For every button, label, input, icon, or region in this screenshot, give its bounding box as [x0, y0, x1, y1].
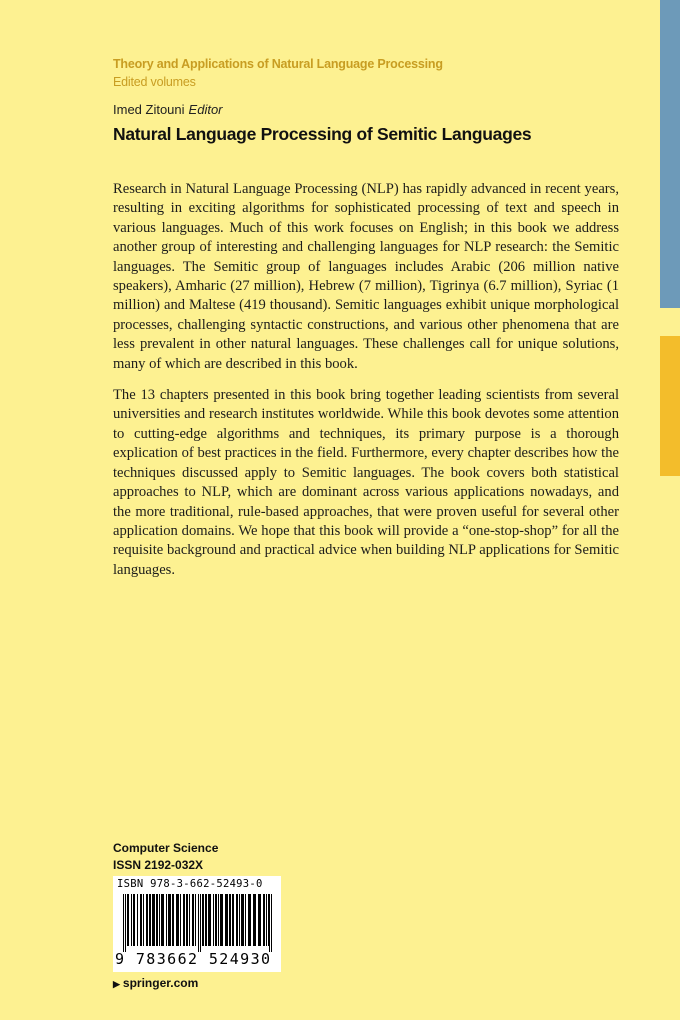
series-subtitle: Edited volumes [113, 75, 196, 89]
barcode-bar [186, 894, 188, 946]
barcode-bar [225, 894, 228, 946]
editor-role: Editor [188, 102, 223, 117]
barcode-bars [123, 894, 273, 952]
side-color-strip-blue [660, 0, 680, 308]
subject-category: Computer Science [113, 841, 219, 855]
barcode-bar [133, 894, 135, 946]
subject-block [113, 840, 218, 874]
barcode-bar [229, 894, 231, 946]
barcode-bar [172, 894, 174, 946]
barcode-bar [125, 894, 126, 952]
book-title: Natural Language Processing of Semitic Languages [113, 124, 532, 144]
barcode-bar [241, 894, 244, 946]
barcode-bar [131, 894, 132, 946]
barcode-bar [140, 894, 142, 946]
barcode-bar [268, 894, 269, 946]
barcode-bar [200, 894, 201, 952]
barcode-bar [149, 894, 151, 946]
barcode-bar [263, 894, 265, 946]
barcode-bar [202, 894, 204, 946]
barcode-bar [220, 894, 223, 946]
blurb-paragraph-1: Research in Natural Language Processing (NLP) has rapidly advanced in recent years, resulting in exciting algorithms for sophisticated processing of text and speech in various languages. Much of this work focuses on English; in this book we address another group of interesting and challenging languages for NLP research: the Semitic languages. The Semitic group of languages includes Arabic (206 million native speakers), Amharic (27 million), Hebrew (7 million), Tigrinya (6.7 million), Syriac (1 million) and Maltese (419 thousand). Semitic languages exhibit unique morphological processes, challenging syntactic constructions, and various other phenomena that are less prevalent in other natural languages. These challenges call for unique solutions, many of which are described in this book. [113, 181, 619, 372]
barcode [113, 876, 281, 972]
barcode-bar [239, 894, 240, 946]
publisher-link[interactable] [113, 976, 198, 990]
barcode-bar [152, 894, 155, 946]
barcode-bar [189, 894, 190, 946]
side-color-strip-orange [660, 336, 680, 476]
barcode-bar [258, 894, 261, 946]
barcode-bar [183, 894, 185, 946]
barcode-bar [269, 894, 270, 952]
barcode-bar [159, 894, 160, 946]
barcode-bar [161, 894, 164, 946]
blurb-paragraph-2: The 13 chapters presented in this book bring together leading scientists from several universities and research institutes worldwide. While this book devotes some attention to cutting-edge algorithms and techniques, its primary purpose is a thorough explication of best practices in the field. Furthermore, every chapter describes how the techniques discussed apply to Semitic languages. The book covers both statistical approaches to NLP, which are dominant across various applications nowadays, and the more traditional, rule-based approaches, that were proven useful for several other application domains. We hope that this book will provide a “one-stop-shop” for all the requisite background and practical advice when building NLP applications for Semitic languages. [113, 387, 619, 578]
barcode-bar [253, 894, 256, 946]
barcode-bar [192, 894, 194, 946]
barcode-bar [205, 894, 207, 946]
publisher-url: springer.com [122, 976, 199, 990]
series-title: Theory and Applications of Natural Language Processing [113, 57, 443, 71]
barcode-bar [245, 894, 246, 946]
barcode-bar [232, 894, 234, 946]
barcode-bar [266, 894, 267, 946]
barcode-bar [127, 894, 129, 946]
barcode-bar [271, 894, 272, 952]
barcode-bar [215, 894, 217, 946]
issn: ISSN 2192-032X [113, 858, 204, 872]
arrow-right-icon: ▶ [113, 979, 120, 989]
barcode-bar [156, 894, 158, 946]
barcode-bar [218, 894, 219, 946]
barcode-bar [168, 894, 171, 946]
isbn-label: ISBN 978-3-662-52493-0 [117, 878, 263, 890]
barcode-digits: 9 783662 524930 [115, 950, 272, 968]
barcode-bar [137, 894, 138, 946]
barcode-bar [180, 894, 181, 946]
barcode-bar [195, 894, 196, 946]
barcode-bar [208, 894, 211, 946]
editor-name: Imed Zitouni [113, 102, 185, 117]
series-block [113, 55, 443, 91]
barcode-bar [146, 894, 148, 946]
barcode-bar [236, 894, 238, 946]
barcode-bar [176, 894, 179, 946]
barcode-bar [166, 894, 167, 946]
barcode-bar [248, 894, 251, 946]
editor-line [113, 102, 223, 117]
barcode-bar [123, 894, 124, 952]
barcode-bar [143, 894, 144, 946]
barcode-bar [198, 894, 199, 952]
barcode-bar [213, 894, 214, 946]
blurb [113, 180, 619, 592]
